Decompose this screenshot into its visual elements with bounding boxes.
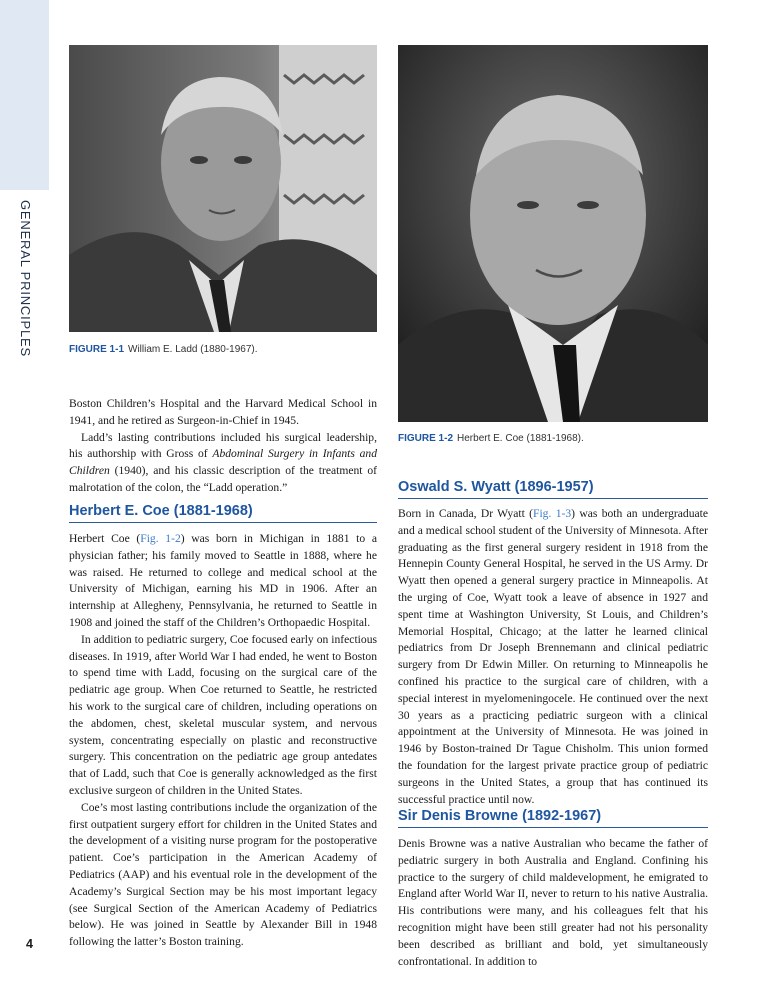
heading-coe: Herbert E. Coe (1881-1968) — [69, 503, 377, 523]
wyatt-paragraph-a: Born in Canada, Dr Wyatt ( — [398, 507, 534, 520]
book-title: Abdominal Surgery in Infants and Children — [69, 447, 377, 478]
fig-1-3-link[interactable]: Fig. 1-3 — [533, 507, 572, 520]
coe-paragraph-1-a: Herbert Coe ( — [69, 532, 141, 545]
wyatt-paragraph-b: ) was both an undergraduate and a medical school student of the University of Minnesota. After graduating as the first general surgery resident in 1918 from the Hennepin County General Hospital, he served in the US Army. Dr Wyatt then opened a general surgery practice in Minneapolis. At the urging of Coe, Wyatt took a leave of absence in 1927 and spent time at Washington University, St Louis, and Children’s Memorial Hospital, Chicago; at the latter he learned clinical pediatrics from Dr Joseph Brennemann and clinical pediatric surgery from Dr Edwin Miller. On returning to Minneapolis he confined his practice to the surgical care of children, with a special interest in myelomeningocele. He continued over the next 30 years as a practicing pediatric surgeon with a clinical appointment at the University of Minnesota. He was joined in 1946 by Boston-trained Dr Tague Chisholm. This union formed the foundation for the largest private practice group of pediatric surgeons in the United States, a group that has continued its successful practice until now. — [398, 507, 709, 806]
wyatt-paragraph — [398, 506, 708, 808]
page-number: 4 — [26, 937, 33, 951]
figure-1-1-photo — [69, 45, 377, 332]
figure-1-1-label: FIGURE 1-1 — [69, 344, 125, 355]
intro-paragraph-2-a: Ladd’s lasting contributions included his surgical leadership, his authorship with Gross of — [69, 430, 377, 461]
fig-1-2-link[interactable]: Fig. 1-2 — [140, 532, 181, 545]
figure-1-2-photo — [398, 45, 708, 422]
intro-paragraph-1: Boston Children’s Hospital and the Harvard Medical School in 1941, and he retired as Surgeon-in-Chief in 1945. — [69, 397, 377, 427]
figure-1-1-caption — [69, 344, 258, 355]
figure-1-2-caption-text: Herbert E. Coe (1881-1968). — [457, 433, 584, 444]
right-column-browne — [398, 836, 708, 970]
left-column-intro — [69, 396, 377, 497]
chapter-side-label: GENERAL PRINCIPLES — [18, 200, 33, 357]
coe-paragraph-1-b: ) was born in Michigan in 1881 to a physician father; his family moved to Seattle in 1888, where he was raised. He returned to college and medical school at the University of Michigan, earning his MD in 1906. After an internship at Allegheny, Pennsylvania, he returned to Seattle in 1908 and joined the staff of the Children’s Orthopaedic Hospital. — [69, 532, 377, 629]
heading-browne: Sir Denis Browne (1892-1967) — [398, 808, 708, 828]
right-column-wyatt — [398, 506, 708, 808]
figure-1-1-caption-text: William E. Ladd (1880-1967). — [128, 344, 258, 355]
coe-paragraph-3: Coe’s most lasting contributions include the organization of the first outpatient surgery effort for children in the United States and the development of a visiting nurse program for the postoperative patient. Coe’s participation in the American Academy of Pediatrics (AAP) and his eventual role in the development of the Academy’s Surgical Section may be his most important legacy (see Surgical Section of the American Academy of Pediatrics below). He was joined in Seattle by Alexander Bill in 1948 following the latter’s Boston training. — [69, 800, 377, 949]
intro-paragraph-2-b: (1940), and his classic description of the treatment of malrotation of the colon, the “Ladd operation.” — [69, 464, 377, 494]
intro-paragraph-2 — [69, 430, 377, 497]
heading-wyatt: Oswald S. Wyatt (1896-1957) — [398, 479, 708, 499]
figure-1-2-label: FIGURE 1-2 — [398, 433, 454, 444]
figure-1-2-caption — [398, 433, 584, 444]
left-column-coe — [69, 531, 377, 951]
chapter-tab — [0, 0, 49, 190]
coe-paragraph-2: In addition to pediatric surgery, Coe focused early on infectious diseases. In 1919, after World War I had ended, he went to Boston to spend time with Ladd, focusing on the surgical care of the pediatric age group. When Coe returned to Seattle, he restricted his work to the surgical care of children, including operations on the abdomen, chest, skeletal muscular system, and nervous system, concentrating especially on plastic and reconstructive surgery. This concentration on the pediatric age group antedates that of Ladd, such that Coe is generally acknowledged as the first exclusive surgeon of children in the United States. — [69, 632, 377, 797]
coe-paragraph-1 — [69, 531, 377, 632]
browne-paragraph: Denis Browne was a native Australian who became the father of pediatric surgery in both Australia and England. Confining his practice to the surgery of child maldevelopment, he emigrated to England after World War II, never to return to his native Australia. His contributions were many, and his colleagues felt that his recognition might have been still greater had not his personality been described as brilliant and bold, yet simultaneously confrontational. In addition to — [398, 837, 708, 968]
